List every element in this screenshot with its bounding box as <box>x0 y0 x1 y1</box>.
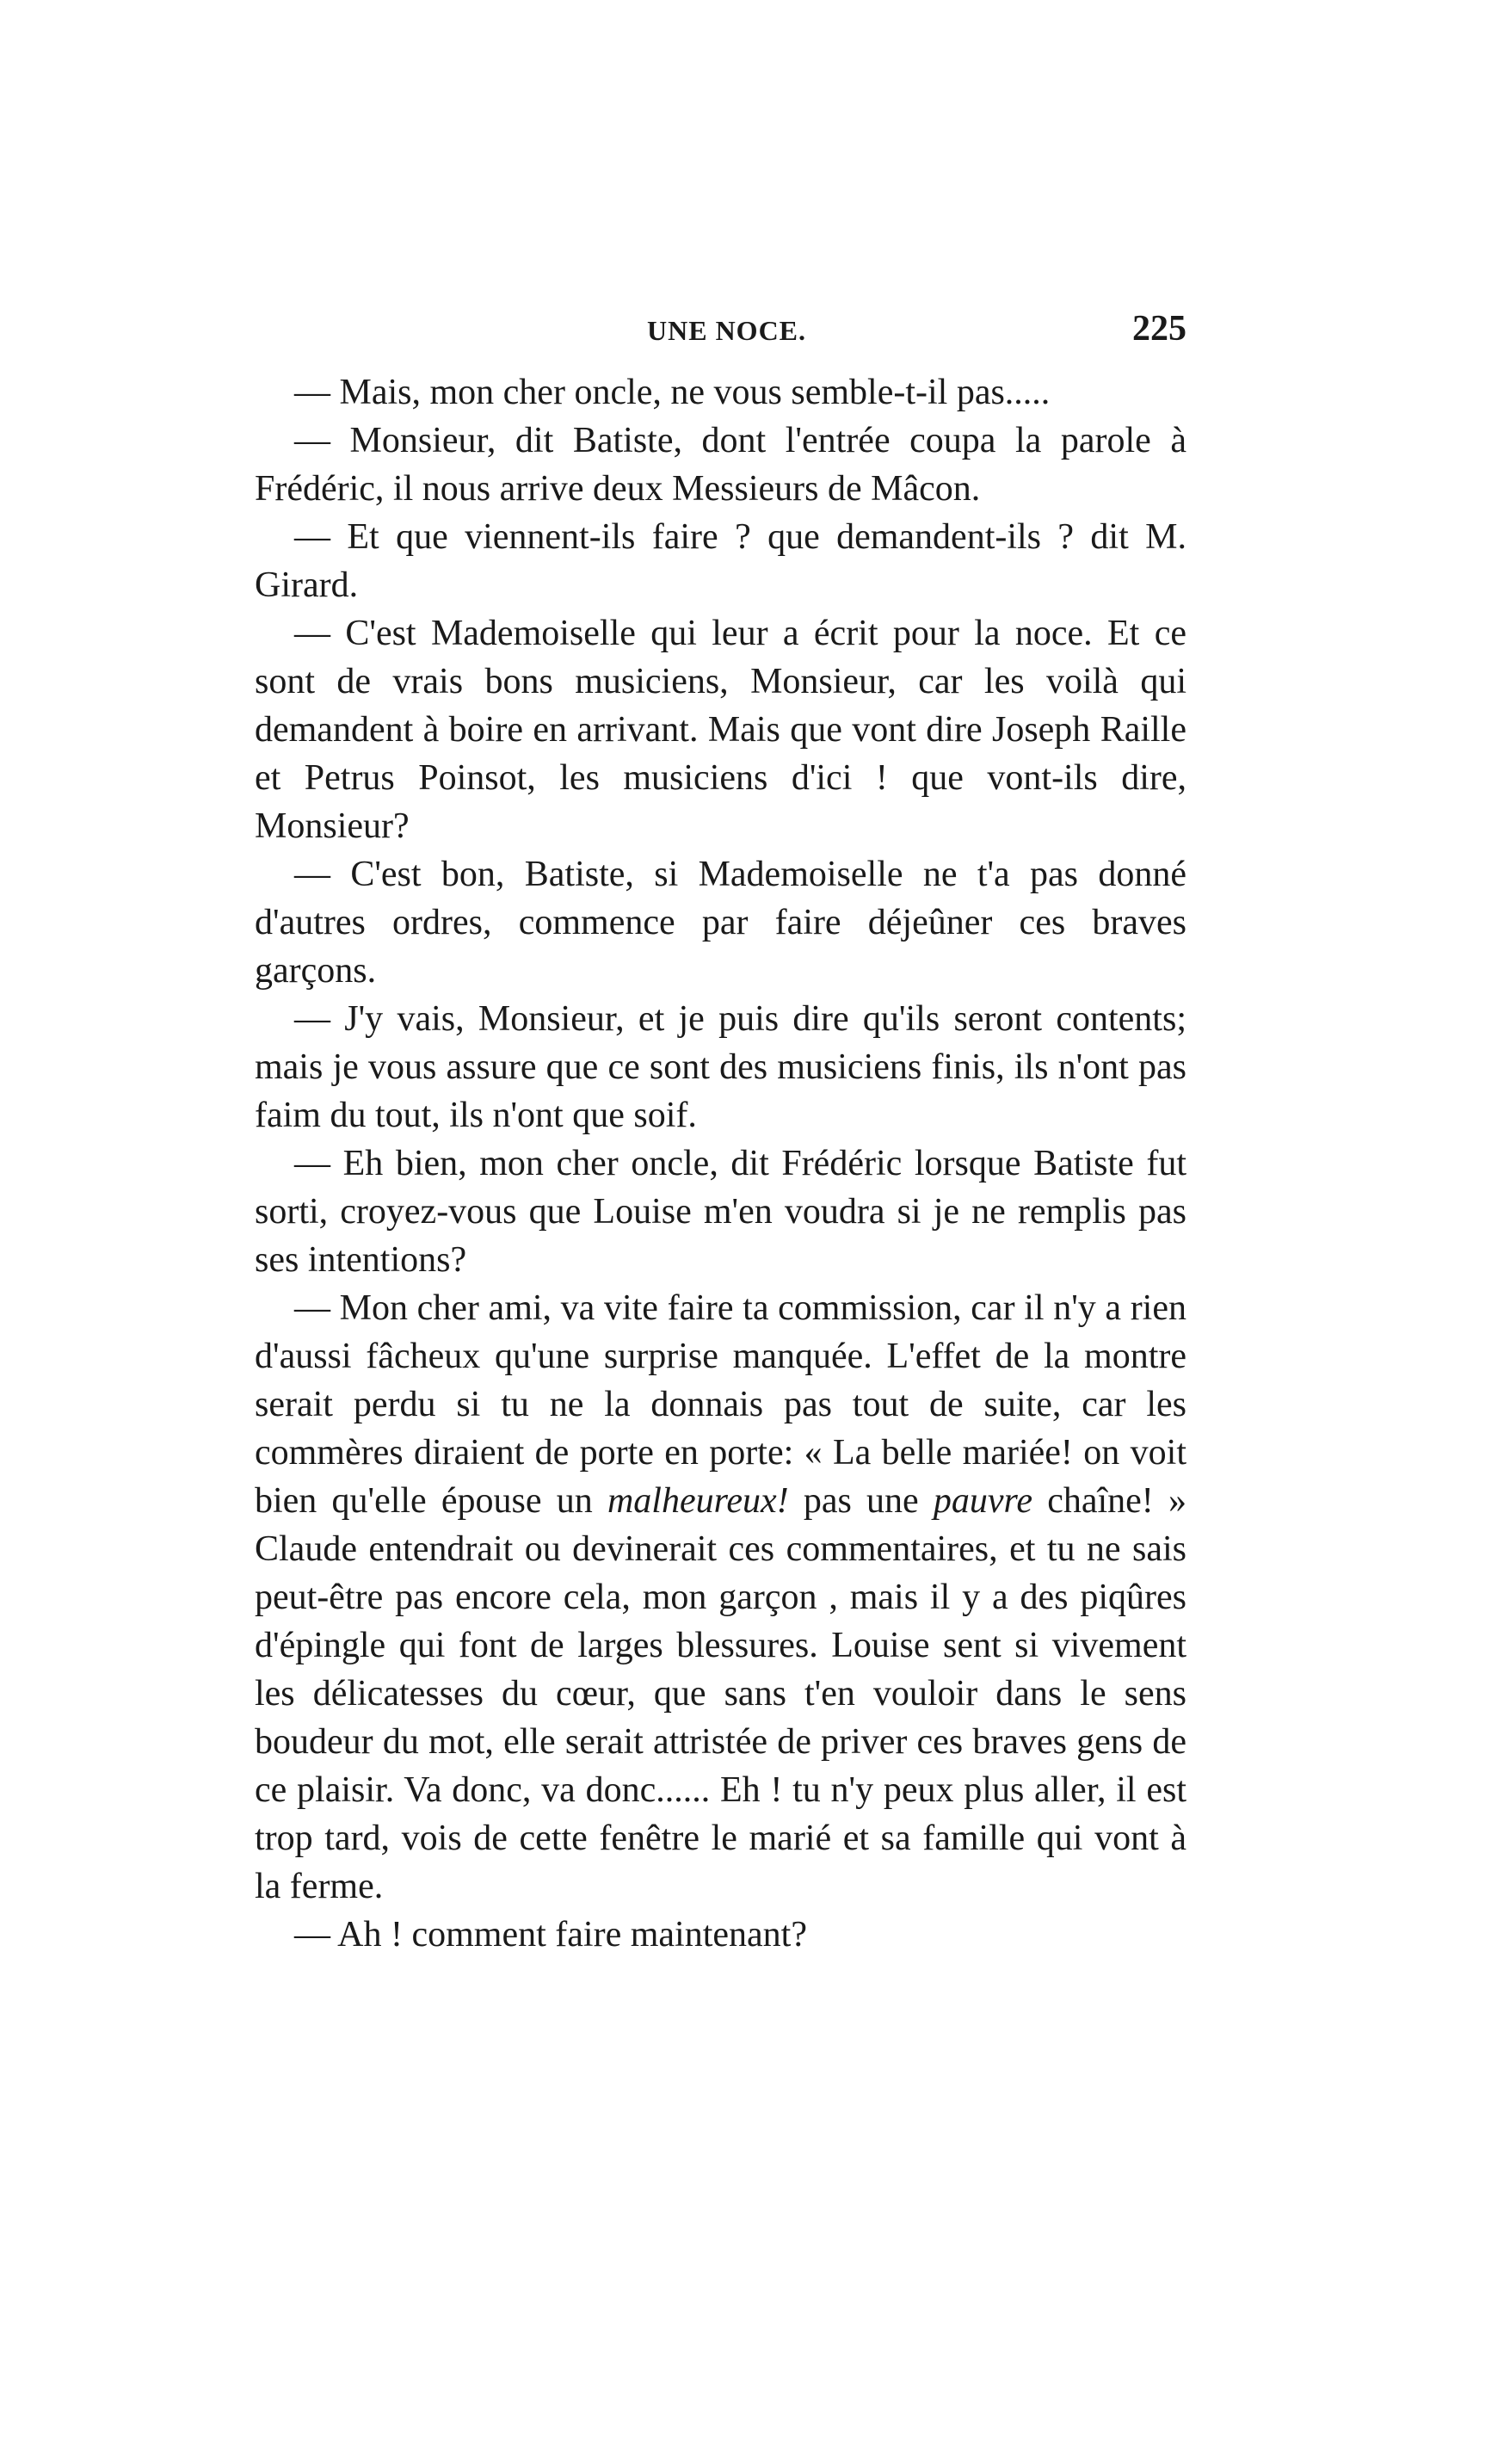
text-run: — Mon cher ami, va vite faire ta commission, car il n'y a rien d'aussi fâcheux qu'une surprise manquée. L'effet de la montre serait perdu si tu ne la donnais pas tout de suite, car les commères diraient de porte en porte: « La belle mariée! on voit bien qu'elle épouse un <box>255 1288 1186 1521</box>
running-header <box>255 308 1186 356</box>
running-title: UNE NOCE. <box>647 315 807 346</box>
italic-text: malheureux! <box>607 1481 789 1521</box>
body-text <box>255 368 1186 1959</box>
paragraph: — J'y vais, Monsieur, et je puis dire qu'ils seront contents; mais je vous assure que ce sont des musiciens finis, ils n'ont pas faim du tout, ils n'ont que soif. <box>255 999 1186 1135</box>
page-number: 225 <box>1132 309 1186 349</box>
paragraph: — C'est Mademoiselle qui leur a écrit pour la noce. Et ce sont de vrais bons musiciens, Monsieur, car les voilà qui demandent à boire en arrivant. Mais que vont dire Joseph Raille et Petrus Poinsot, les musiciens d'ici ! que vont-ils dire, Monsieur? <box>255 614 1186 846</box>
italic-text: pauvre <box>933 1481 1032 1521</box>
paragraph: — Mais, mon cher oncle, ne vous semble-t-il pas..... <box>294 373 1051 412</box>
text-run: pas une <box>788 1481 934 1521</box>
paragraph: — C'est bon, Batiste, si Mademoiselle ne t'a pas donné d'autres ordres, commence par faire déjeûner ces braves garçons. <box>255 855 1186 991</box>
paragraph: — Eh bien, mon cher oncle, dit Frédéric lorsque Batiste fut sorti, croyez-vous que Louise m'en voudra si je ne remplis pas ses intentions? <box>255 1144 1186 1280</box>
paragraph: — Monsieur, dit Batiste, dont l'entrée coupa la parole à Frédéric, il nous arrive deux Messieurs de Mâcon. <box>255 421 1186 509</box>
paragraph-long <box>255 1284 1186 1911</box>
paragraph: — Et que viennent-ils faire ? que demandent-ils ? dit M. Girard. <box>255 517 1186 605</box>
text-run: chaîne! » Claude entendrait ou devinerait ces commentaires, et tu ne sais peut-être pas encore cela, mon garçon , mais il y a des piqûres d'épingle qui font de larges blessures. Louise sent si vivement les délicatesses du cœur, que sans t'en vouloir dans le sens boudeur du mot, elle serait attristée de priver ces braves gens de ce plaisir. Va donc, va donc...... Eh ! tu n'y peux plus aller, il est trop tard, vois de cette fenêtre le marié et sa famille qui vont à la ferme. <box>255 1481 1186 1906</box>
paragraph: — Ah ! comment faire maintenant? <box>294 1915 807 1955</box>
